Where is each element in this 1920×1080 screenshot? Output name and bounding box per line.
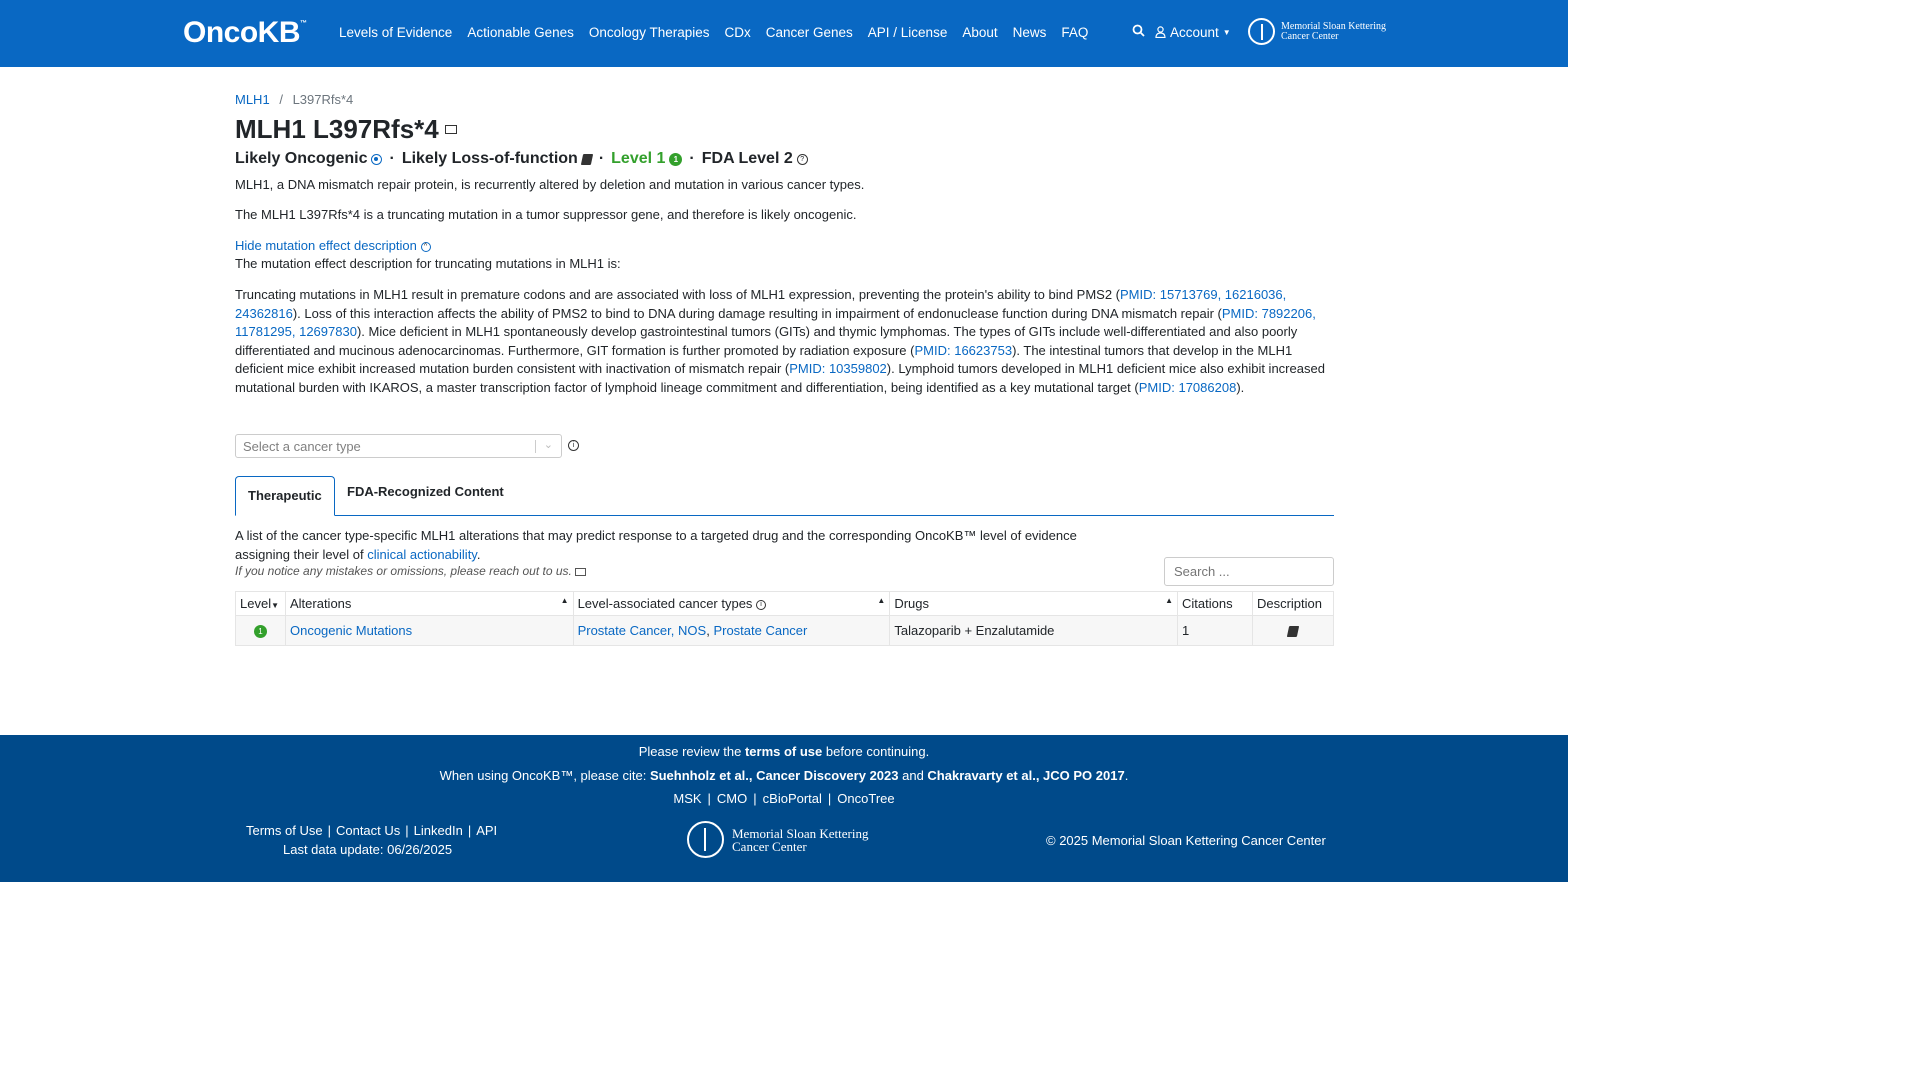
pmid-link[interactable]: PMID: 10359802 <box>789 361 887 376</box>
pmid-link[interactable]: PMID: 15713769, 16216036, 24362816 <box>235 287 1287 321</box>
table-description: A list of the cancer type-specific MLH1 alterations that may predict response to a targeted drug and the corresponding OncoKB™ level of evidence assigning their level of clinical actionability. <box>235 528 1077 562</box>
nav-oncology-therapies[interactable]: Oncology Therapies <box>588 25 710 40</box>
main-nav <box>339 25 1088 40</box>
footer <box>0 735 1568 882</box>
chevron-up-icon: ^ <box>421 242 431 252</box>
help-icon[interactable]: ? <box>797 154 808 165</box>
sort-asc-icon: ▲ <box>1165 596 1174 605</box>
oncogenic-icon <box>371 154 382 165</box>
citation-link[interactable]: Suehnholz et al., Cancer Discovery 2023 <box>649 768 899 783</box>
msk-header-logo[interactable]: Memorial Sloan Kettering Cancer Center <box>1248 18 1386 45</box>
cancer-type-link[interactable]: Prostate Cancer <box>713 623 808 638</box>
envelope-icon[interactable] <box>445 125 457 134</box>
nav-news[interactable]: News <box>1012 25 1047 40</box>
pmid-link[interactable]: PMID: 16623753 <box>914 342 1013 358</box>
mutation-effect-intro: The mutation effect description for truncating mutations in MLH1 is: <box>235 256 621 271</box>
search-icon[interactable] <box>1132 24 1145 40</box>
cancer-type-select[interactable]: Select a cancer type ⌄ <box>235 434 562 458</box>
msk-emblem-icon <box>1248 18 1275 45</box>
breadcrumb-gene[interactable]: MLH1 <box>235 92 270 107</box>
alteration-link[interactable]: Oncogenic Mutations <box>289 623 413 638</box>
top-navbar <box>0 0 1568 67</box>
table-header-row <box>236 592 1334 616</box>
nav-cdx[interactable]: CDx <box>724 25 751 40</box>
feedback-notice: If you notice any mistakes or omissions, please reach out to us. <box>235 564 586 578</box>
terms-notice: Please review the terms of use before continuing. <box>638 744 930 759</box>
level-1-icon: 1 <box>669 153 682 166</box>
breadcrumb-alteration: L397Rfs*4 <box>292 92 354 107</box>
level-label: Level 1 <box>611 150 666 167</box>
fda-level-label: FDA Level 2 <box>701 150 793 167</box>
col-cancer-types[interactable]: Level-associated cancer types i ▲ <box>573 592 890 616</box>
col-drugs[interactable]: Drugs ▲ <box>890 592 1178 616</box>
nav-cancer-genes[interactable]: Cancer Genes <box>765 25 853 40</box>
last-data-update: Last data update: 06/26/2025 <box>283 842 453 857</box>
footer-link-cbioportal[interactable]: cBioPortal <box>762 791 822 806</box>
sort-asc-icon: ▲ <box>560 596 569 605</box>
citation-link[interactable]: Chakravarty et al., JCO PO 2017 <box>927 768 1125 783</box>
sort-desc-icon: ▼ <box>271 601 279 610</box>
footer-link-oncotree[interactable]: OncoTree <box>837 791 895 806</box>
account-menu[interactable] <box>1155 25 1231 40</box>
mutation-effect-label: Likely Loss-of-function <box>401 150 578 167</box>
cancer-type-link[interactable]: Prostate Cancer, NOS <box>577 623 707 638</box>
oncogenicity-label: Likely Oncogenic <box>235 150 368 167</box>
book-icon[interactable] <box>581 154 593 165</box>
terms-of-use-link[interactable]: terms of use <box>744 744 823 759</box>
therapeutic-table <box>235 591 1334 646</box>
envelope-icon[interactable] <box>575 568 586 576</box>
gene-summary: MLH1, a DNA mismatch repair protein, is recurrently altered by deletion and mutation in various cancer types. <box>235 177 865 192</box>
footer-api-link[interactable]: API <box>476 823 498 838</box>
footer-linkedin-link[interactable]: LinkedIn <box>413 823 463 838</box>
variant-description: The MLH1 L397Rfs*4 is a truncating mutation in a tumor suppressor gene, and therefore is likely oncogenic. <box>235 207 857 222</box>
oncokb-logo[interactable]: OncoKB™ <box>183 16 307 49</box>
tab-bar <box>235 476 1334 516</box>
mutation-effect-text: Truncating mutations in MLH1 result in premature codons and are associated with loss of MLH1 expression, preventing the protein's ability to bind PMS2 (PMID: 15713769, 16216036, 24362816). Loss of this interaction affects the ability of PMS2 to bind to DNA during damage resulting in impairment of endonuclease function during DNA mismatch repair (PMID: 7892206, 11781295, 12697830). Mice deficient in MLH1 spontaneously develop gastrointestinal tumors (GITs) and thymic lymphomas. The types of GITs include well-differentiated and also poorly differentiated and mucinous adenocarcinomas. Furthermore, GIT formation is further promoted by radiation exposure (PMID: 16623753). The intestinal tumors that develop in the MLH1 deficient mice exhibit increased mutation burden consistent with inactivation of mismatch repair (PMID: 10359802). Lymphoid tumors developed in MLH1 deficient mice also exhibit increased mutational burden with IKAROS, a master transcription factor of lymphoid lineage commitment and differentiation, being identified as a key mutational target (PMID: 17086208). <box>235 287 1325 395</box>
toggle-mutation-effect[interactable]: Hide mutation effect description ^ <box>235 237 431 256</box>
table-search-input[interactable] <box>1164 557 1334 586</box>
citations-cell: 1 <box>1178 616 1253 646</box>
col-description[interactable]: Description <box>1252 592 1333 616</box>
clinical-actionability-link[interactable]: clinical actionability <box>367 546 477 562</box>
footer-link-msk[interactable]: MSK <box>673 791 702 806</box>
level-1-icon: 1 <box>254 625 267 638</box>
footer-terms-link[interactable]: Terms of Use <box>246 823 323 838</box>
info-icon[interactable]: i <box>568 440 579 451</box>
tab-fda-recognized-content[interactable]: FDA-Recognized Content <box>347 484 504 499</box>
tab-therapeutic[interactable]: Therapeutic <box>235 476 335 516</box>
sort-asc-icon: ▲ <box>877 596 886 605</box>
citation-notice: When using OncoKB™, please cite: Suehnholz et al., Cancer Discovery 2023 and Chakravarty et al., JCO PO 2017. <box>439 768 1129 783</box>
col-alterations[interactable]: Alterations ▲ <box>285 592 573 616</box>
book-icon[interactable] <box>1287 626 1299 637</box>
footer-links: Terms of Use | Contact Us | LinkedIn | API <box>246 823 498 838</box>
account-label: Account <box>1170 24 1219 40</box>
page-title: MLH1 L397Rfs*4 <box>235 114 457 145</box>
partner-links: MSK | CMO | cBioPortal | OncoTree <box>673 791 895 806</box>
col-level[interactable]: Level▼ <box>236 592 286 616</box>
nav-faq[interactable]: FAQ <box>1061 25 1089 40</box>
pmid-link[interactable]: PMID: 17086208 <box>1138 379 1237 395</box>
nav-actionable-genes[interactable]: Actionable Genes <box>467 25 574 40</box>
pmid-link[interactable]: PMID: 7892206, 11781295, 12697830 <box>235 305 1316 339</box>
caret-down-icon: ▼ <box>1222 27 1231 37</box>
footer-link-cmo[interactable]: CMO <box>716 791 748 806</box>
table-row: 1 Oncogenic Mutations Prostate Cancer, NOS, Prostate Cancer Talazoparib + Enzalutamide 1 <box>236 616 1334 646</box>
nav-right <box>1132 24 1231 40</box>
chevron-down-icon: ⌄ <box>543 439 553 451</box>
drugs-cell: Talazoparib + Enzalutamide <box>890 616 1178 646</box>
footer-contact-link[interactable]: Contact Us <box>335 823 401 838</box>
variant-summary: Likely Oncogenic · Likely Loss-of-function · Level 1 1 · FDA Level 2 ? <box>235 150 808 168</box>
nav-levels-of-evidence[interactable]: Levels of Evidence <box>339 25 453 40</box>
copyright: © 2025 Memorial Sloan Kettering Cancer Center <box>1046 833 1326 848</box>
nav-api-license[interactable]: API / License <box>867 25 948 40</box>
msk-footer-logo[interactable]: Memorial Sloan Kettering Cancer Center <box>687 821 868 858</box>
info-icon[interactable]: i <box>756 600 766 610</box>
breadcrumb: MLH1 / L397Rfs*4 <box>235 92 354 107</box>
col-citations[interactable]: Citations <box>1178 592 1253 616</box>
user-icon <box>1155 26 1166 38</box>
nav-about[interactable]: About <box>962 25 998 40</box>
msk-emblem-icon <box>687 821 724 858</box>
